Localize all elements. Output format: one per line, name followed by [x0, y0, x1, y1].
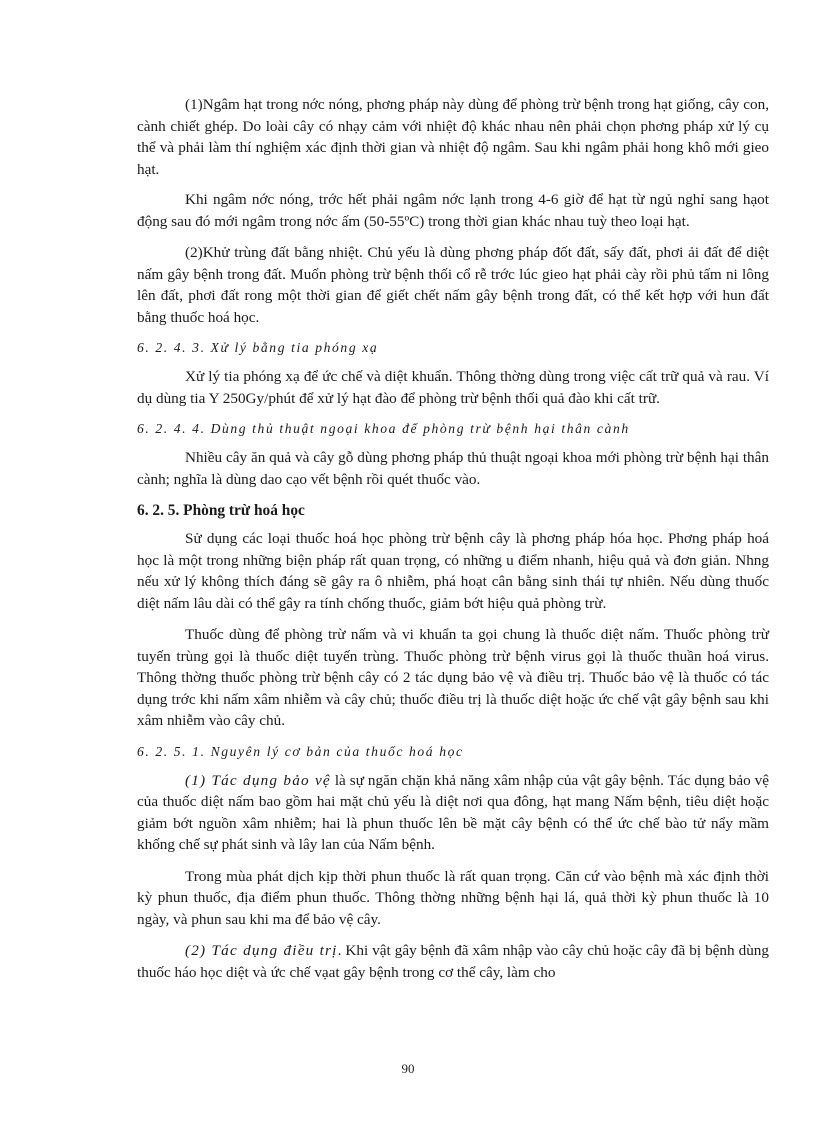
paragraph-curative-effect [137, 940, 769, 983]
heading-6-2-5: 6. 2. 5. Phòng trừ hoá học [137, 502, 305, 519]
paragraph-hot-water-soaking: (1)Ngâm hạt trong nớc nóng, phơng pháp này dùng để phòng trừ bệnh trong hạt giống, cây con, cành chiết ghép. Do loài cây có nhạy cảm với nhiệt độ khác nhau nên phải chọn phơng pháp xử lý cụ thể và phải làm thí nghiệm xác định thời gian và nhiệt độ ngâm. Sau khi ngâm phải hong khô mới gieo hạt. [137, 96, 769, 178]
paragraph-spraying-timing: Trong mùa phát dịch kịp thời phun thuốc là rất quan trọng. Căn cứ vào bệnh mà xác định thời kỳ phun thuốc, địa điểm phun thuốc. Thông thờng những bệnh hại lá, quả thời kỳ phun thuốc là 10 ngày, và phun sau khi ma để bảo vệ cây. [137, 867, 769, 928]
page-content [137, 94, 769, 993]
heading-6-2-4-4: 6. 2. 4. 4. Dùng thủ thuật ngoại khoa để phòng trừ bệnh hại thân cành [137, 421, 630, 436]
paragraph-protective-effect [137, 770, 769, 856]
paragraph-radiation: Xử lý tia phóng xạ để ức chế và diệt khuẩn. Thông thờng dùng trong việc cất trữ quả và rau. Ví dụ dùng tia Y 250Gy/phút để xử lý hạt đào để phòng trừ bệnh thối quả đào khi cất trữ. [137, 368, 769, 407]
paragraph-protective-effect-text: là sự ngăn chặn khả năng xâm nhập của vật gây bệnh. Tác dụng bảo vệ của thuốc diệt nấm bao gồm hai mặt chủ yếu là diệt nơi qua đông, hạt mang Nấm bệnh, tiêu diệt hoặc giảm bớt nguồn xâm nhiễm; hai là phun thuốc lên bề mặt cây bệnh có thể ức chế bào tử nẩy mầm khống chế sự phát sinh và lây lan của Nấm bệnh. [137, 771, 769, 853]
paragraph-soil-heat-sterilization: (2)Khử trùng đất bằng nhiệt. Chủ yếu là dùng phơng pháp đốt đất, sấy đất, phơi ải đất để diệt nấm gây bệnh trong đất. Muốn phòng trừ bệnh thối cổ rễ trớc lúc gieo hạt phải cày rồi phủ tấm ni lông lên đất, phơi đất rong một thời gian để giết chết nấm gây bệnh trong đất, có thể kết hợp với hun đất bằng thuốc hoá học. [137, 244, 769, 326]
page-number: 90 [401, 1061, 415, 1076]
paragraph-surgery: Nhiều cây ăn quả và cây gỗ dùng phơng pháp thủ thuật ngoại khoa mới phòng trừ bệnh hại thân cành; nghĩa là dùng dao cạo vết bệnh rồi quét thuốc vào. [137, 449, 769, 488]
paragraph-fungicide-types: Thuốc dùng để phòng trừ nấm và vi khuẩn ta gọi chung là thuốc diệt nấm. Thuốc phòng trừ tuyến trùng gọi là thuốc diệt tuyến trùng. Thuốc phòng trừ bệnh virus gọi là thuốc thuần hoá virus. Thông thờng thuốc phòng trừ bệnh cây có 2 tác dụng bảo vệ và điều trị. Thuốc bảo vệ là thuốc có tác dụng trớc khi nấm xâm nhiễm và cây chủ; thuốc điều trị là thuốc diệt hoặc ức chế vật gây bệnh sau khi xâm nhiễm vào cây chủ. [137, 626, 769, 729]
paragraph-curative-effect-text: . Khi vật gây bệnh đã xâm nhập vào cây chủ hoặc cây đã bị bệnh dùng thuốc háo học diệt và ức chế vạat gây bệnh trong cơ thể cây, làm cho [137, 942, 769, 981]
term-protective-effect: (1) Tác dụng bảo vệ [185, 771, 331, 789]
term-curative-effect: (2) Tác dụng điều trị [185, 942, 338, 959]
heading-6-2-5-1: 6. 2. 5. 1. Nguyên lý cơ bản của thuốc hoá học [137, 743, 464, 759]
heading-6-2-4-3: 6. 2. 4. 3. Xử lý bằng tia phóng xạ [137, 340, 379, 355]
paragraph-soaking-steps: Khi ngâm nớc nóng, trớc hết phải ngâm nớc lạnh trong 4-6 giờ để hạt từ ngủ nghỉ sang hạot động sau đó mới ngâm trong nớc ấm (50-55ºC) trong thời gian khác nhau tuỳ theo loại hạt. [137, 191, 769, 230]
paragraph-chemical-methods: Sử dụng các loại thuốc hoá học phòng trừ bệnh cây là phơng pháp hóa học. Phơng pháp hoá học là một trong những biện pháp rất quan trọng, có những u điểm nhanh, hiệu quả và đơn giản. Nhng nếu xử lý không thích đáng sẽ gây ra ô nhiễm, phá hoạt cân bằng sinh thái tự nhiên. Nếu dùng thuốc diệt nấm lâu dài có thể gây ra tính chống thuốc, giảm bớt hiệu quả phòng trừ. [137, 530, 769, 612]
